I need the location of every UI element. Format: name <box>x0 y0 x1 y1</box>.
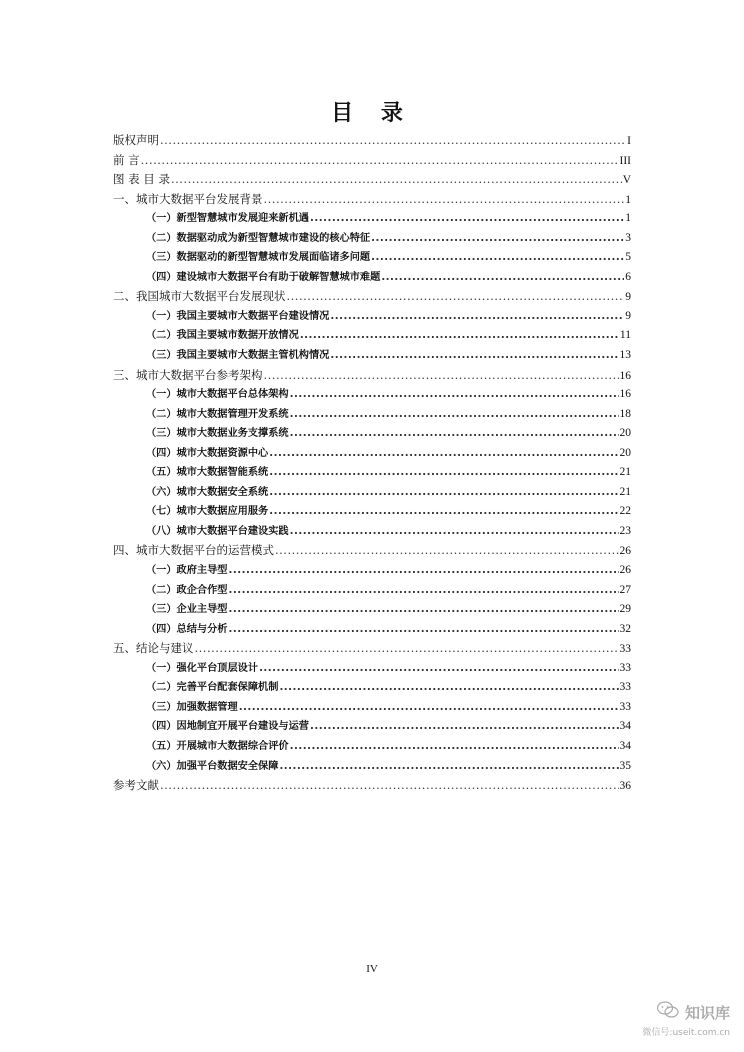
toc-entry-page: 34 <box>619 739 631 752</box>
toc-entry-label: 四、城市大数据平台的运营模式 <box>113 543 274 558</box>
toc-entry[interactable] <box>113 405 631 425</box>
page-title: 目 录 <box>331 101 413 126</box>
toc-entry-label: 三、城市大数据平台参考架构 <box>113 367 263 382</box>
toc-entry-page: 20 <box>619 427 631 440</box>
toc-entry[interactable] <box>113 424 631 444</box>
toc-entry-label: （一）我国主要城市大数据平台建设情况 <box>146 310 330 322</box>
toc-entry-page: 33 <box>619 700 631 713</box>
toc-entry-label: （五）城市大数据智能系统 <box>146 467 269 479</box>
toc-entry-page: I <box>627 135 631 147</box>
dot-leader <box>239 698 619 718</box>
dot-leader <box>300 326 619 346</box>
dot-leader <box>269 444 618 464</box>
toc-entry-page: 1 <box>625 193 631 206</box>
toc-entry-page: 33 <box>619 661 631 674</box>
toc-entry[interactable] <box>113 385 631 405</box>
toc-entry-page: 34 <box>619 720 631 733</box>
dot-leader <box>330 307 624 327</box>
toc-entry-label: 前 言 <box>113 152 140 167</box>
toc-entry-label: （一）新型智慧城市发展迎来新机遇 <box>146 213 309 225</box>
toc-entry[interactable] <box>113 483 631 503</box>
toc-entry-page: 27 <box>619 583 631 596</box>
toc-entry-label: （二）政企合作型 <box>146 584 228 596</box>
toc-entry[interactable] <box>113 717 631 737</box>
dot-leader <box>310 209 624 229</box>
watermark-brand: 知识库 <box>684 1003 730 1022</box>
toc-entry[interactable] <box>113 600 631 620</box>
toc-entry-label: （二）完善平台配套保障机制 <box>146 682 279 694</box>
toc-entry[interactable] <box>113 131 631 151</box>
toc-entry[interactable] <box>113 190 631 210</box>
toc-entry-label: 参考文献 <box>113 778 159 793</box>
toc-entry-label: （六）加强平台数据安全保障 <box>146 760 279 772</box>
toc-entry-label: （五）开展城市大数据综合评价 <box>146 740 289 752</box>
toc-entry-page: 16 <box>619 369 631 382</box>
toc-entry-page: III <box>619 154 631 167</box>
table-of-contents <box>113 131 631 796</box>
toc-entry[interactable] <box>113 229 631 249</box>
toc-entry-page: 32 <box>619 622 631 635</box>
dot-leader <box>171 170 622 190</box>
toc-entry-page: 1 <box>625 212 631 225</box>
toc-entry[interactable] <box>113 541 631 561</box>
toc-entry-label: 一、城市大数据平台发展背景 <box>113 191 263 206</box>
toc-entry-page: 23 <box>619 524 631 537</box>
dot-leader <box>371 248 624 268</box>
toc-entry-label: 图 表 目 录 <box>113 172 170 187</box>
toc-entry[interactable] <box>113 170 631 190</box>
toc-entry-label: （三）企业主导型 <box>146 604 228 616</box>
toc-entry[interactable] <box>113 209 631 229</box>
toc-entry[interactable] <box>113 307 631 327</box>
toc-entry-label: （七）城市大数据应用服务 <box>146 506 269 518</box>
toc-entry-page: 21 <box>619 466 631 479</box>
toc-entry-page: 33 <box>619 643 631 656</box>
toc-entry-label: （三）我国主要城市大数据主管机构情况 <box>146 350 330 362</box>
toc-entry-page: 18 <box>619 407 631 420</box>
toc-entry-page: 13 <box>619 349 631 362</box>
toc-entry-label: 版权声明 <box>113 133 159 147</box>
toc-entry-page: 26 <box>619 545 631 558</box>
dot-leader <box>275 541 619 561</box>
toc-entry-page: 20 <box>619 446 631 459</box>
toc-entry[interactable] <box>113 757 631 777</box>
toc-entry[interactable] <box>113 326 631 346</box>
toc-entry[interactable] <box>113 463 631 483</box>
toc-entry-label: （四）建设城市大数据平台有助于破解智慧城市难题 <box>146 271 381 283</box>
toc-entry[interactable] <box>113 698 631 718</box>
toc-entry-label: （二）数据驱动成为新型智慧城市建设的核心特征 <box>146 232 371 244</box>
toc-entry-page: 36 <box>619 780 631 793</box>
toc-entry[interactable] <box>113 620 631 640</box>
watermark-sub: 微信号:useit.com.cn <box>642 1028 730 1038</box>
dot-leader <box>310 717 619 737</box>
toc-entry-label: （二）城市大数据管理开发系统 <box>146 408 289 420</box>
toc-entry[interactable] <box>113 678 631 698</box>
toc-entry[interactable] <box>113 268 631 288</box>
toc-entry-page: 5 <box>625 251 631 264</box>
toc-entry-label: （二）我国主要城市数据开放情况 <box>146 330 299 342</box>
toc-entry-page: 26 <box>619 564 631 577</box>
toc-entry-page: 21 <box>619 485 631 498</box>
toc-entry[interactable] <box>113 248 631 268</box>
toc-entry-page: 11 <box>619 329 631 342</box>
page-number: IV <box>366 963 378 975</box>
toc-entry-label: （四）城市大数据资源中心 <box>146 447 269 459</box>
toc-entry-page: V <box>622 174 631 187</box>
toc-entry-label: （八）城市大数据平台建设实践 <box>146 525 289 537</box>
toc-entry-page: 29 <box>619 603 631 616</box>
toc-entry[interactable] <box>113 659 631 679</box>
dot-leader <box>141 151 619 171</box>
dot-leader <box>269 483 618 503</box>
toc-entry-page: 3 <box>625 231 631 244</box>
toc-entry-label: （三）城市大数据业务支撑系统 <box>146 428 289 440</box>
toc-entry-page: 6 <box>625 270 631 283</box>
toc-entry[interactable] <box>113 287 631 307</box>
toc-entry-page: 33 <box>619 681 631 694</box>
toc-entry-page: 35 <box>619 759 631 772</box>
toc-entry-page: 22 <box>619 505 631 518</box>
dot-leader <box>264 190 625 210</box>
toc-entry[interactable] <box>113 522 631 542</box>
dot-leader <box>259 659 618 679</box>
toc-entry[interactable] <box>113 346 631 366</box>
dot-leader <box>229 620 619 640</box>
toc-entry-label: （三）数据驱动的新型智慧城市发展面临诸多问题 <box>146 252 371 264</box>
toc-entry[interactable] <box>113 737 631 757</box>
wechat-icon <box>657 1001 679 1023</box>
toc-entry-label: （一）城市大数据平台总体架构 <box>146 389 289 401</box>
toc-entry-page: 16 <box>619 388 631 401</box>
toc-entry-label: （六）城市大数据安全系统 <box>146 486 269 498</box>
dot-leader <box>287 287 625 307</box>
toc-entry-label: 五、结论与建议 <box>113 641 194 656</box>
dot-leader <box>279 678 618 698</box>
dot-leader <box>229 581 619 601</box>
dot-leader <box>381 268 624 288</box>
toc-entry-label: （三）加强数据管理 <box>146 701 238 713</box>
toc-entry-label: （一）政府主导型 <box>146 565 228 577</box>
toc-entry[interactable] <box>113 776 631 796</box>
dot-leader <box>195 639 619 659</box>
toc-entry-label: （四）因地制宜开展平台建设与运营 <box>146 721 309 733</box>
dot-leader <box>290 424 619 444</box>
dot-leader <box>290 522 619 542</box>
dot-leader <box>229 600 619 620</box>
toc-entry[interactable] <box>113 366 631 386</box>
dot-leader <box>330 346 618 366</box>
toc-entry[interactable] <box>113 639 631 659</box>
toc-entry-page: 9 <box>625 309 631 322</box>
dot-leader <box>290 385 619 405</box>
dot-leader <box>229 561 619 581</box>
dot-leader <box>279 757 618 777</box>
toc-entry-label: （一）强化平台顶层设计 <box>146 662 259 674</box>
toc-entry[interactable] <box>113 581 631 601</box>
dot-leader <box>160 776 619 796</box>
toc-entry-label: 二、我国城市大数据平台发展现状 <box>113 289 286 304</box>
watermark <box>642 1001 730 1038</box>
toc-entry[interactable] <box>113 444 631 464</box>
toc-entry[interactable] <box>113 151 631 171</box>
dot-leader <box>290 405 619 425</box>
dot-leader <box>269 463 618 483</box>
toc-entry[interactable] <box>113 561 631 581</box>
dot-leader <box>269 502 618 522</box>
toc-entry-label: （四）总结与分析 <box>146 623 228 635</box>
toc-entry[interactable] <box>113 502 631 522</box>
dot-leader <box>160 131 626 151</box>
dot-leader <box>290 737 619 757</box>
toc-entry-page: 9 <box>625 291 631 304</box>
dot-leader <box>371 229 624 249</box>
dot-leader <box>264 366 619 386</box>
